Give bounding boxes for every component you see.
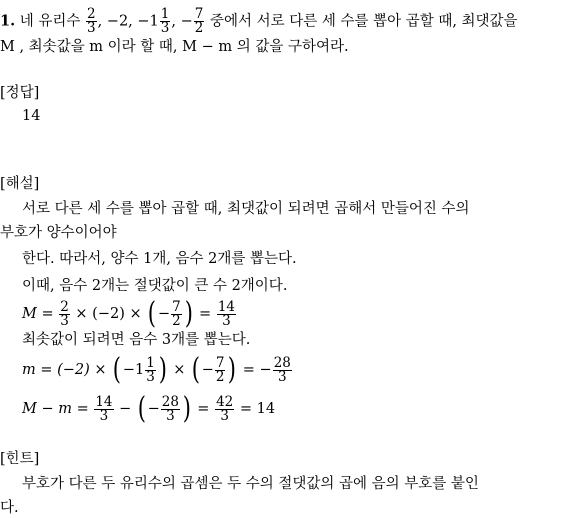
eq1-fraction-14-3: $\frac{14}{3}$ xyxy=(217,298,235,329)
eq1-fraction-7-2: $\frac{7}{2}$ xyxy=(172,298,181,329)
eq2-fraction-1-3: $\frac{1}{3}$ xyxy=(146,354,155,385)
equation-difference: M − m = $\frac{14}{3}$ − ( − $\frac{28}{3}$ ) = $\frac{42}{3}$ = 14 xyxy=(22,391,276,426)
eq2-fraction-28-3: $\frac{28}{3}$ xyxy=(273,354,291,385)
problem-text-b: 중에서 서로 다른 세 수를 뽑아 곱할 때, 최댓값을 xyxy=(209,13,518,30)
problem-sep-1: , −2, −1 xyxy=(97,13,159,30)
problem-line-2: M , 최솟값을 m 이라 할 때, M − m 의 값을 구하여라. xyxy=(0,39,349,55)
problem-text-a: 네 유리수 xyxy=(19,13,81,30)
equation-min: m = (−2) × ( −1 $\frac{1}{3}$ ) × ( − $\frac{7}{2}$ ) = − $\frac{28}{3}$ xyxy=(22,352,291,387)
problem-number: 1. xyxy=(0,12,16,30)
hint-text: 부호가 다른 두 유리수의 곱셈은 두 수의 절댓값의 곱에 음의 부호를 붙인 xyxy=(22,476,479,492)
hint-heading: [힌트] xyxy=(0,451,40,467)
fraction-1-3: $\frac{1}{3}$ xyxy=(160,6,170,36)
hint-text-2: 다. xyxy=(0,500,19,516)
answer-value: 14 xyxy=(22,108,41,124)
explanation-heading: [해설] xyxy=(0,176,40,192)
problem-sep-2: , − xyxy=(171,13,193,30)
eq1-fraction-2-3: $\frac{2}{3}$ xyxy=(60,298,69,329)
answer-heading: [정답] xyxy=(0,85,40,101)
fraction-2-3: $\frac{2}{3}$ xyxy=(87,6,96,36)
fraction-7-2: $\frac{7}{2}$ xyxy=(194,6,204,36)
equation-max: M = $\frac{2}{3}$ × (−2) × ( − $\frac{7}{2}$ ) = $\frac{14}{3}$ xyxy=(22,296,235,331)
eq3-fraction-28-3: $\frac{28}{3}$ xyxy=(161,393,179,424)
eq2-fraction-7-2: $\frac{7}{2}$ xyxy=(215,354,225,385)
explanation-p1: 서로 다른 세 수를 뽑아 곱할 때, 최댓값이 되려면 곱해서 만들어진 수의 xyxy=(22,201,470,217)
explanation-p2: 한다. 따라서, 양수 1개, 음수 2개를 뽑는다. xyxy=(22,251,297,267)
explanation-p3: 이때, 음수 2개는 절댓값이 큰 수 2개이다. xyxy=(22,278,288,294)
explanation-p4: 최솟값이 되려면 음수 3개를 뽑는다. xyxy=(22,332,251,348)
eq3-fraction-42-3: $\frac{42}{3}$ xyxy=(216,393,234,424)
eq3-fraction-14-3: $\frac{14}{3}$ xyxy=(95,393,113,424)
explanation-p1b: 부호가 양수이어야 xyxy=(0,225,117,241)
problem-line-1 xyxy=(0,8,518,35)
